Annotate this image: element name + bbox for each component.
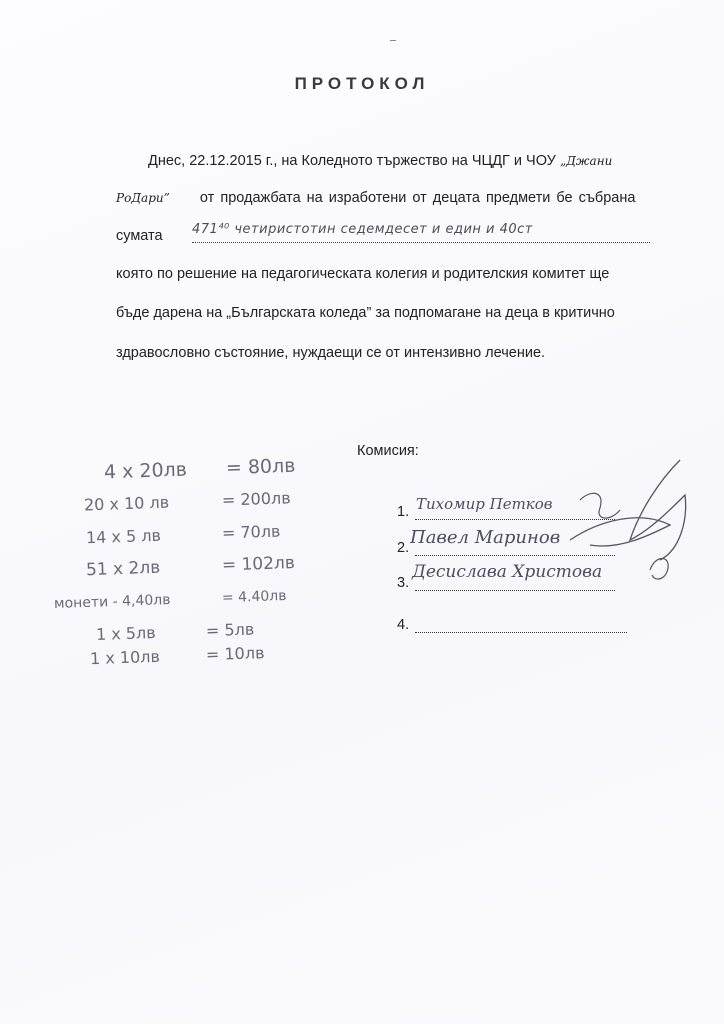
member-number: 1. <box>397 504 410 520</box>
member-3-signature: Десислава Христова <box>412 562 603 582</box>
calc-right: = 80лв <box>225 454 296 480</box>
school-name-part-1: „Джани <box>559 154 613 168</box>
calc-left: 1 x 5лв <box>95 622 156 645</box>
line-2-text: от продажбата на изработени от децата предмети бе събрана <box>199 190 636 206</box>
calc-left: 51 x 2лв <box>85 557 161 581</box>
calc-row-2 <box>83 488 291 515</box>
paragraph-line-4: която по решение на педагогическата колегия и родителския комитет ще <box>116 266 610 282</box>
calc-left: 1 x 10лв <box>89 646 161 669</box>
calc-left: 4 x 20лв <box>103 458 188 484</box>
member-number: 4. <box>397 617 410 633</box>
calc-right: = 5лв <box>205 619 255 641</box>
paragraph-line-1 <box>148 153 612 169</box>
paragraph-line-6: здравословно състояние, нуждаещи се от интензивно лечение. <box>116 345 546 361</box>
school-name-part-2: РоДари” <box>116 191 170 205</box>
calc-row-5 <box>53 587 287 613</box>
signature-scrawl-icon <box>560 440 710 590</box>
signature-line <box>415 618 627 633</box>
calc-row-4 <box>85 553 296 581</box>
calc-row-1 <box>103 454 296 484</box>
commission-member-4 <box>397 617 627 633</box>
commission-label: Комисия: <box>357 443 419 459</box>
calc-left: монети - 4,40лв <box>53 591 171 613</box>
sum-handwritten-field <box>192 222 650 243</box>
sum-handwritten-text: 471⁴⁰ четиристотин седемдесет и един и 40ст <box>192 222 533 237</box>
calc-left: 14 x 5 лв <box>85 525 162 548</box>
member-number: 2. <box>397 540 410 556</box>
paragraph-line-2 <box>116 190 635 206</box>
calc-left: 20 x 10 лв <box>83 492 170 515</box>
paragraph-line-5: бъде дарена на „Българската коледа” за подпомагане на деца в критично <box>116 305 615 321</box>
calc-right: = 200лв <box>221 488 291 510</box>
member-2-signature: Павел Маринов <box>410 527 561 548</box>
calc-right: = 4.40лв <box>221 587 287 607</box>
calc-row-3 <box>85 521 281 548</box>
member-1-signature: Тихомир Петков <box>416 495 553 513</box>
calc-right: = 102лв <box>221 553 296 576</box>
calc-right: = 10лв <box>205 643 265 665</box>
member-number: 3. <box>397 575 410 591</box>
calc-right: = 70лв <box>221 521 281 543</box>
sum-label: сумата <box>116 228 163 244</box>
line-1-text: Днес, 22.12.2015 г., на Коледното тържество на ЧЦДГ и ЧОУ <box>148 153 560 169</box>
scan-mark <box>390 40 396 41</box>
document-title: ПРОТОКОЛ <box>294 74 430 93</box>
calc-row-7 <box>89 643 265 669</box>
calc-row-6 <box>95 619 255 645</box>
